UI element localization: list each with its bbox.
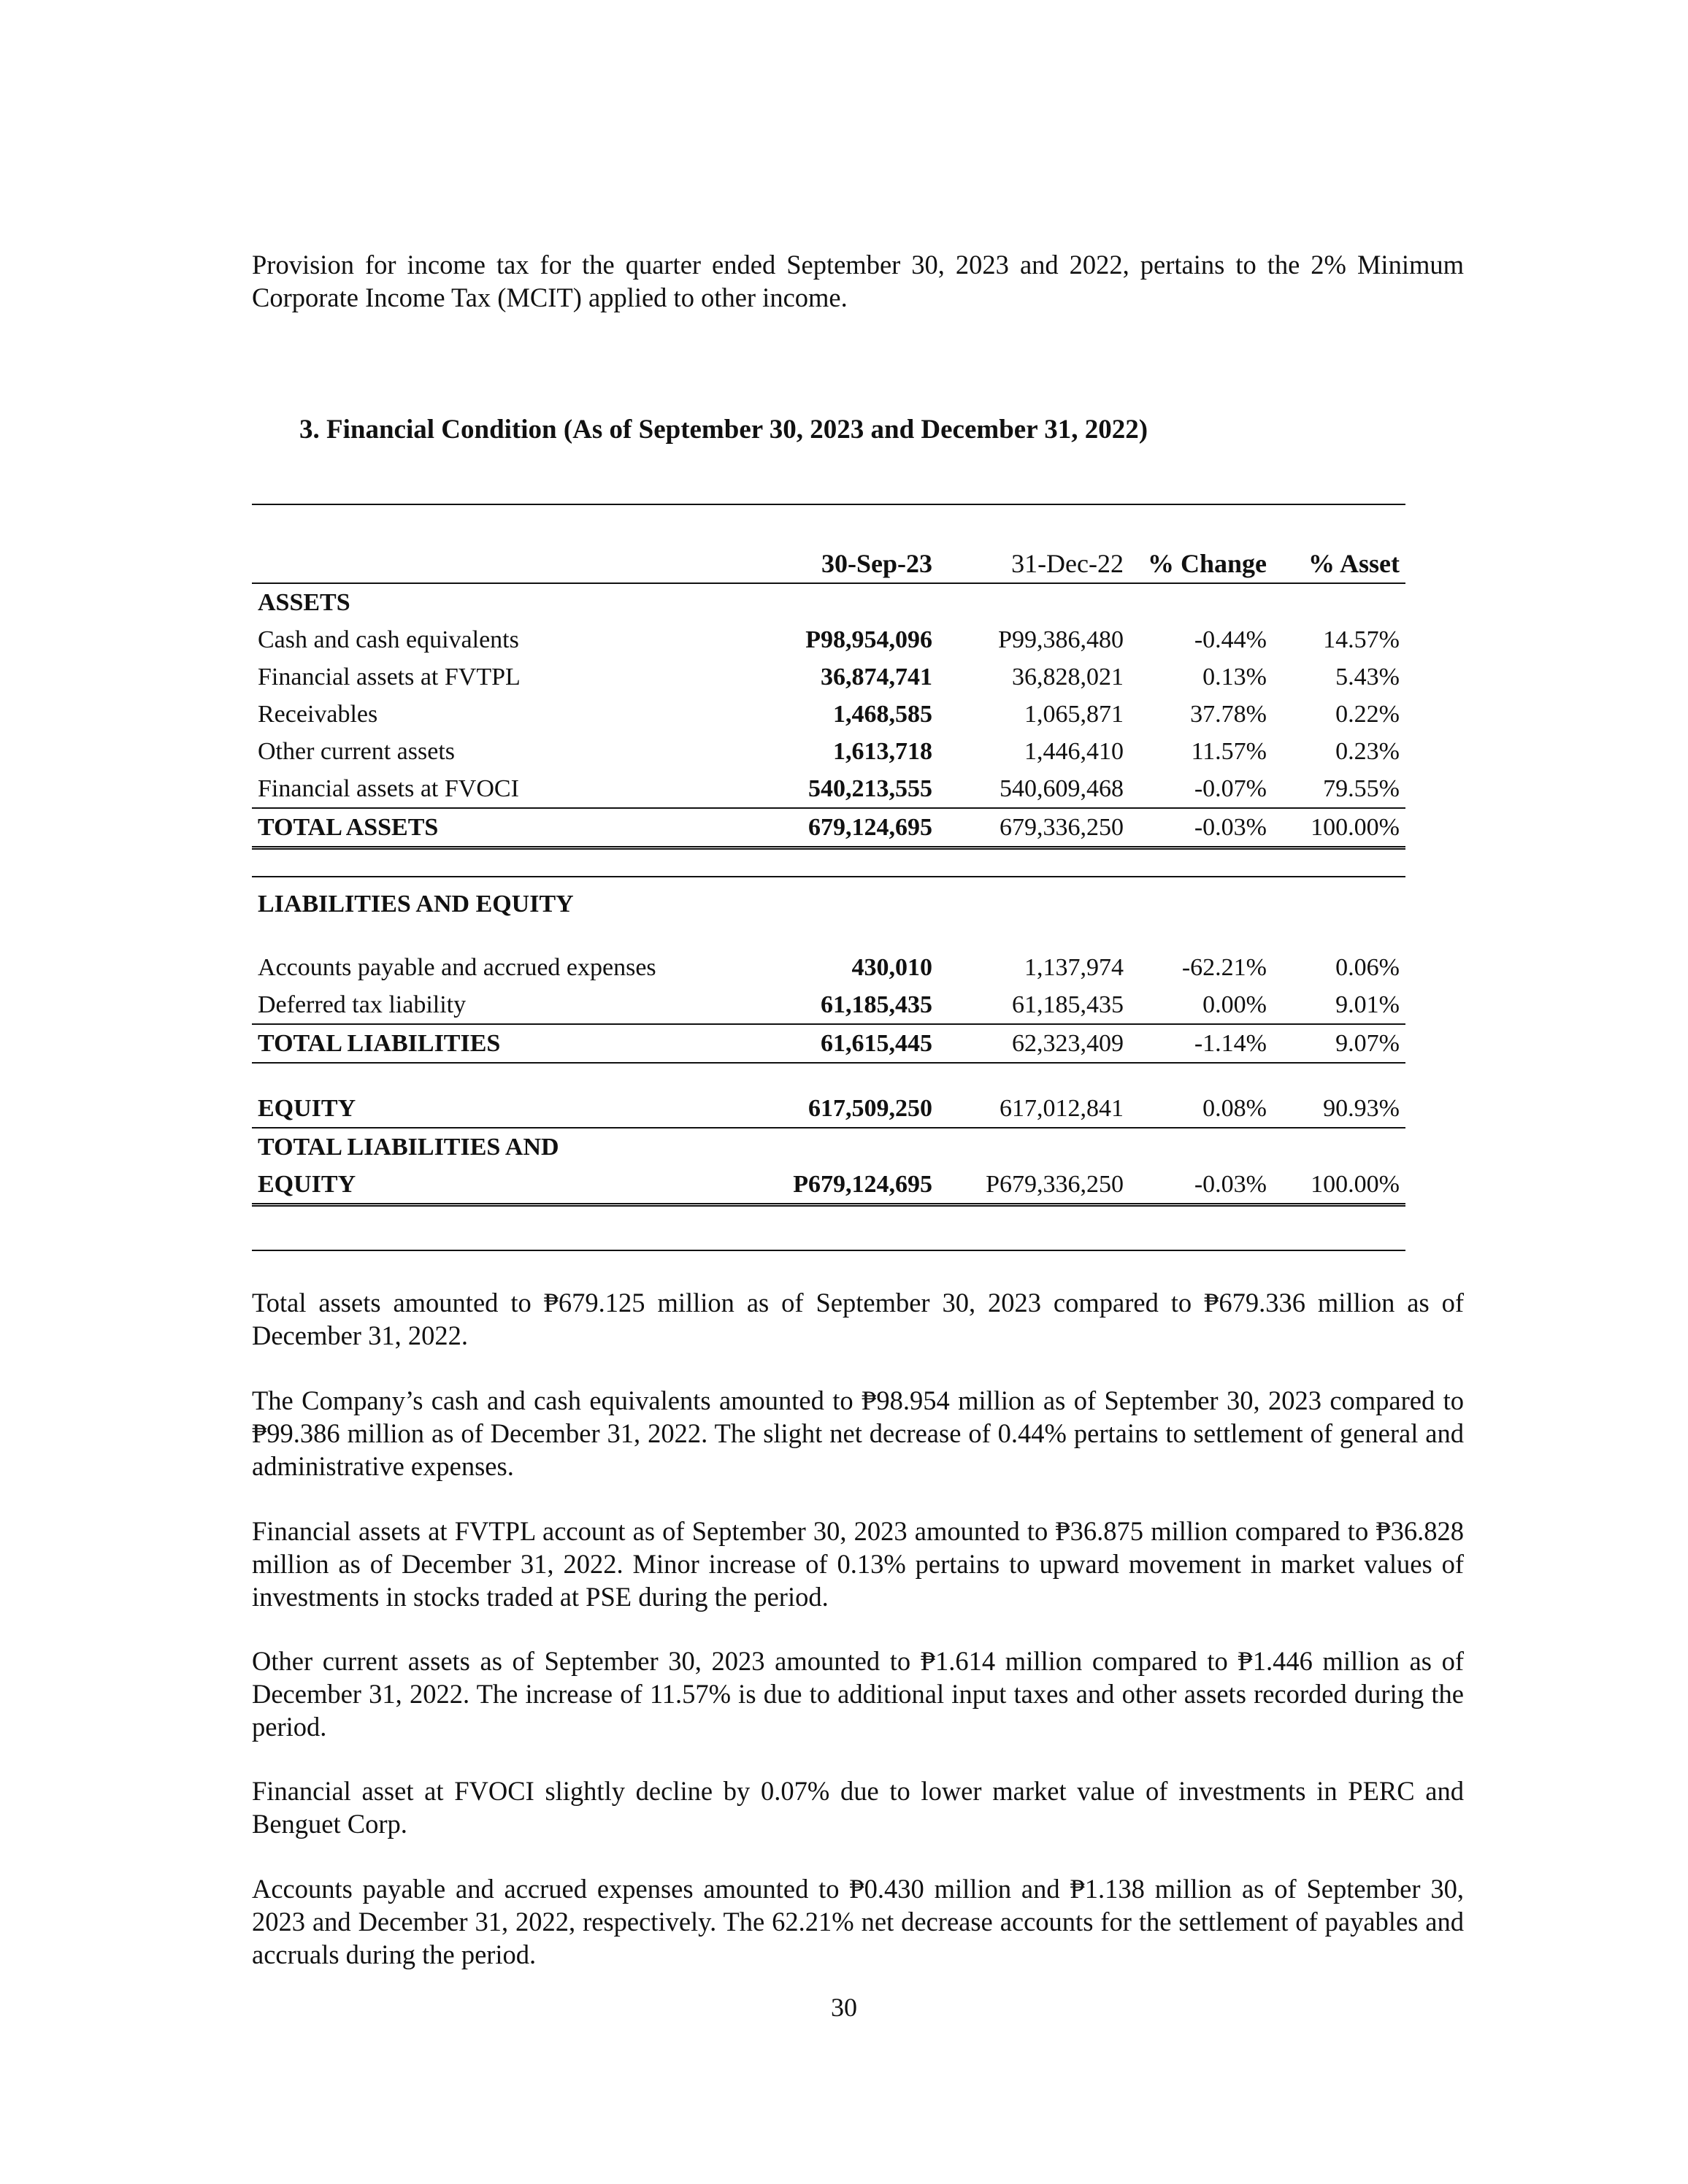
row-sep23: 1,468,585: [833, 701, 932, 728]
page-number: 30: [831, 1993, 857, 2022]
header-asset: % Asset: [1273, 542, 1405, 583]
assets-section-row: [252, 583, 1405, 621]
total-liabilities-asset: 9.07%: [1273, 1024, 1405, 1063]
total-liabilities-sep23: 61,615,445: [778, 1024, 938, 1063]
row-change: -62.21%: [1181, 954, 1267, 981]
total-assets-row: [252, 808, 1405, 848]
equity-row: [252, 1090, 1405, 1128]
total-assets-sep23: 679,124,695: [778, 808, 938, 848]
row-dec22: P99,386,480: [998, 626, 1124, 653]
header-blank: [252, 542, 778, 583]
paragraph-other-current-assets: Other current assets as of September 30, 2023 amounted to ₱1.614 million compared to ₱1.446 million as of December 31, 2022. The increase of 11.57% is due to additional input taxes and other assets recorded during the period.: [252, 1646, 1464, 1742]
row-label: Financial assets at FVOCI: [252, 770, 778, 808]
total-assets-asset: 100.00%: [1273, 808, 1405, 848]
liabilities-equity-label: LIABILITIES AND EQUITY: [252, 877, 1405, 923]
row-change: 0.13%: [1202, 664, 1267, 691]
row-asset: 9.01%: [1273, 986, 1405, 1024]
total-liabilities-dec22: 62,323,409: [938, 1024, 1129, 1063]
row-label: Other current assets: [258, 738, 456, 765]
equity-change: 0.08%: [1129, 1090, 1273, 1128]
total-assets-change: -0.03%: [1129, 808, 1273, 848]
table-spacer: [252, 923, 1405, 949]
equity-dec22: 617,012,841: [938, 1090, 1129, 1128]
row-label: Receivables: [258, 701, 378, 728]
total-le-label-line1: TOTAL LIABILITIES AND: [258, 1134, 559, 1161]
header-change: % Change: [1129, 542, 1273, 583]
table-spacer: [252, 848, 1405, 877]
row-sep23: P98,954,096: [805, 626, 932, 653]
row-dec22: 1,137,974: [1024, 954, 1124, 981]
total-le-asset: 100.00%: [1273, 1166, 1405, 1205]
table-spacer: [252, 1063, 1405, 1090]
paragraph-fvoci: Financial asset at FVOCI slightly decline by 0.07% due to lower market value of investments in PERC and Benguet Corp.: [252, 1776, 1464, 1839]
table-row: [252, 770, 1405, 808]
row-asset: 5.43%: [1335, 664, 1400, 691]
row-dec22: 1,446,410: [1024, 738, 1124, 765]
liabilities-equity-section-row: [252, 877, 1405, 923]
paragraph-fvtpl: Financial assets at FVTPL account as of September 30, 2023 amounted to ₱36.875 million compared to ₱36.828 million as of December 31, 2022. Minor increase of 0.13% pertains to upward movement in market values of investments in stocks traded at PSE during the period.: [252, 1516, 1464, 1612]
row-dec22: 1,065,871: [1024, 701, 1124, 728]
total-le-change: -0.03%: [1129, 1166, 1273, 1205]
section-heading: 3. Financial Condition (As of September 30, 2023 and December 31, 2022): [299, 415, 1148, 445]
total-le-row: [252, 1166, 1405, 1205]
equity-asset: 90.93%: [1273, 1090, 1405, 1128]
row-change: 11.57%: [1191, 738, 1267, 765]
table-top-rule: [252, 504, 1405, 505]
row-asset: 0.22%: [1335, 701, 1400, 728]
row-asset: 0.06%: [1335, 954, 1400, 981]
financial-condition-table: [252, 542, 1405, 1207]
total-liabilities-row: [252, 1024, 1405, 1063]
row-sep23: 540,213,555: [778, 770, 938, 808]
table-row: [252, 658, 1405, 696]
row-asset: 79.55%: [1273, 770, 1405, 808]
row-change: 0.00%: [1129, 986, 1273, 1024]
table-bottom-rule: [252, 1250, 1405, 1251]
row-dec22: 61,185,435: [938, 986, 1129, 1024]
table-row: [252, 949, 1405, 986]
row-change: -0.07%: [1129, 770, 1273, 808]
paragraph-accounts-payable: Accounts payable and accrued expenses amounted to ₱0.430 million and ₱1.138 million as of September 30, 2023 and December 31, 2022, respectively. The 62.21% net decrease accounts for the settlement of payables and accruals during the period.: [252, 1874, 1464, 1969]
total-liabilities-label: TOTAL LIABILITIES: [252, 1024, 778, 1063]
paragraph-cash: The Company’s cash and cash equivalents amounted to ₱98.954 million as of September 30, 2023 compared to ₱99.386 million as of December 31, 2022. The slight net decrease of 0.44% pertains to settlement of general and administrative expenses.: [252, 1385, 1464, 1481]
total-liabilities-change: -1.14%: [1129, 1024, 1273, 1063]
total-le-dec22: P679,336,250: [938, 1166, 1129, 1205]
table-header-row: [252, 542, 1405, 583]
row-sep23: 430,010: [851, 954, 932, 981]
row-label: Financial assets at FVTPL: [258, 664, 521, 691]
row-label: Accounts payable and accrued expenses: [258, 954, 656, 981]
total-assets-dec22: 679,336,250: [938, 808, 1129, 848]
header-dec22: 31-Dec-22: [938, 542, 1129, 583]
row-sep23: 1,613,718: [833, 738, 932, 765]
header-sep23: 30-Sep-23: [778, 542, 938, 583]
total-le-sep23: P679,124,695: [778, 1166, 938, 1205]
row-label: Cash and cash equivalents: [258, 626, 519, 653]
row-dec22: 36,828,021: [1012, 664, 1124, 691]
row-sep23: 61,185,435: [778, 986, 938, 1024]
table-row: [252, 733, 1405, 770]
row-dec22: 540,609,468: [938, 770, 1129, 808]
row-change: 37.78%: [1190, 701, 1267, 728]
total-le-label-line2: EQUITY: [252, 1166, 778, 1205]
row-label: Deferred tax liability: [252, 986, 778, 1024]
row-asset: 0.23%: [1335, 738, 1400, 765]
total-assets-label: TOTAL ASSETS: [252, 808, 778, 848]
paragraph-total-assets: Total assets amounted to ₱679.125 million as of September 30, 2023 compared to ₱679.336 million as of December 31, 2022.: [252, 1288, 1464, 1350]
table-row: [252, 696, 1405, 733]
intro-paragraph: Provision for income tax for the quarter ended September 30, 2023 and 2022, pertains to the 2% Minimum Corporate Income Tax (MCIT) applied to other income.: [252, 250, 1464, 312]
table-row: [252, 621, 1405, 658]
row-change: -0.44%: [1194, 626, 1267, 653]
assets-label: ASSETS: [258, 589, 350, 616]
row-sep23: 36,874,741: [821, 664, 932, 691]
row-asset: 14.57%: [1323, 626, 1400, 653]
total-le-label-row: [252, 1128, 1405, 1166]
equity-label: EQUITY: [252, 1090, 778, 1128]
table-row: [252, 986, 1405, 1024]
equity-sep23: 617,509,250: [778, 1090, 938, 1128]
